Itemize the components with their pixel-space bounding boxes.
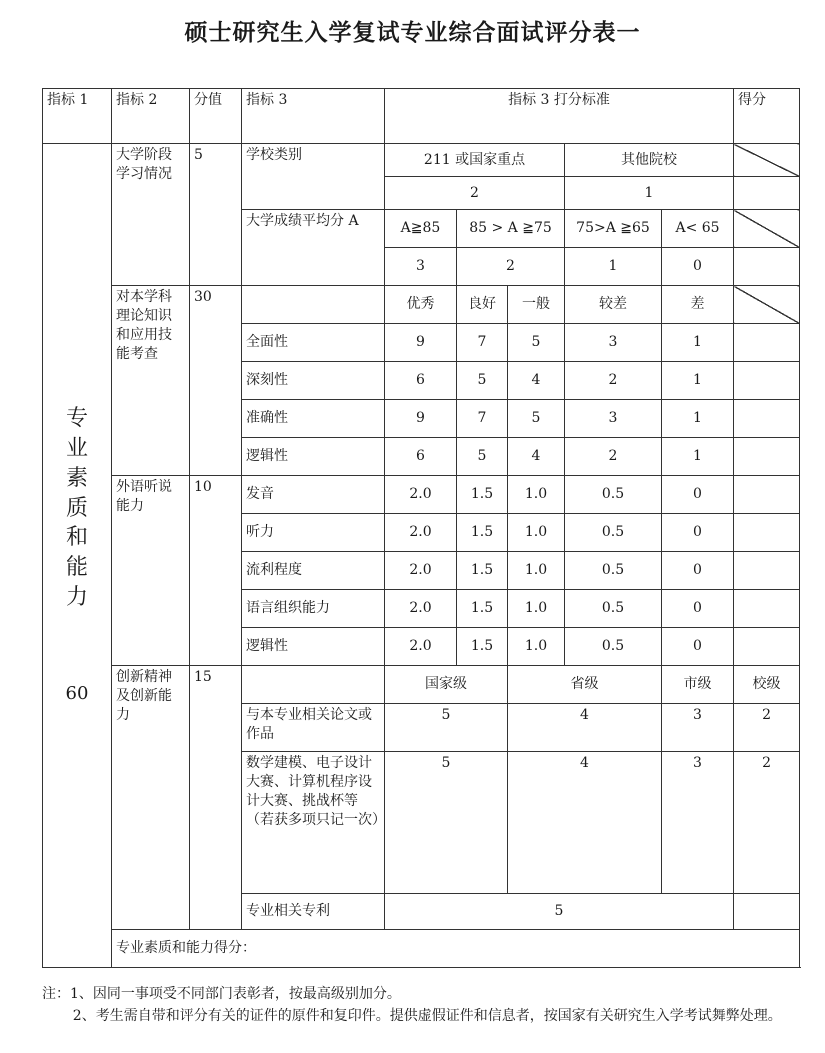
criterion-value: 7 xyxy=(457,400,508,438)
criterion-value: 6 xyxy=(385,438,457,476)
section-language-points: 10 xyxy=(190,476,242,666)
criterion-value: 9 xyxy=(385,324,457,362)
criterion-label: 全面性 xyxy=(242,324,385,362)
criterion-value: 1.0 xyxy=(508,590,565,628)
criterion-value: 1.0 xyxy=(508,514,565,552)
criterion-value: 1.0 xyxy=(508,552,565,590)
criterion-value: 5 xyxy=(385,752,508,894)
criterion-value: 5 xyxy=(385,704,508,752)
blank-cell xyxy=(242,666,385,704)
score-cell xyxy=(734,400,800,438)
criterion-value: 7 xyxy=(457,324,508,362)
criterion-label: 准确性 xyxy=(242,400,385,438)
criterion-value: 1 xyxy=(662,362,734,400)
category-total-points: 60 xyxy=(65,683,89,705)
criterion-value: 2 xyxy=(565,438,662,476)
criterion-value: 1.5 xyxy=(457,628,508,666)
gpa-points: 2 xyxy=(457,248,565,286)
criterion-value: 2.0 xyxy=(385,552,457,590)
score-cell xyxy=(734,476,800,514)
criterion-value: 0.5 xyxy=(565,476,662,514)
score-cell xyxy=(734,514,800,552)
gpa-points: 1 xyxy=(565,248,662,286)
criterion-value: 2.0 xyxy=(385,514,457,552)
criterion-label: 听力 xyxy=(242,514,385,552)
school-type-label: 学校类别 xyxy=(242,144,385,210)
section-theory-name: 对本学科理论知识和应用技能考查 xyxy=(112,286,190,476)
blank-cell xyxy=(242,286,385,324)
category-professional-quality: 专 业 素 质 和 能 力 60 xyxy=(43,144,112,968)
criterion-label: 发音 xyxy=(242,476,385,514)
criterion-value: 3 xyxy=(662,704,734,752)
criterion-value: 1 xyxy=(662,438,734,476)
section-study-points: 5 xyxy=(190,144,242,286)
criterion-label: 语言组织能力 xyxy=(242,590,385,628)
level-label: 国家级 xyxy=(385,666,508,704)
notes xyxy=(42,984,802,1027)
section-theory-points: 30 xyxy=(190,286,242,476)
criterion-value: 1.0 xyxy=(508,476,565,514)
criterion-value: 5 xyxy=(457,438,508,476)
page-title: 硕士研究生入学复试专业综合面试评分表一 xyxy=(184,19,641,46)
level-label: 较差 xyxy=(565,286,662,324)
school-key-points: 2 xyxy=(385,177,565,210)
header-indicator-1: 指标 1 xyxy=(43,89,112,144)
gpa-points: 3 xyxy=(385,248,457,286)
criterion-value: 1.5 xyxy=(457,590,508,628)
header-indicator-3: 指标 3 xyxy=(242,89,385,144)
score-cell xyxy=(734,894,800,930)
header-score: 得分 xyxy=(734,89,800,144)
patent-label: 专业相关专利 xyxy=(242,894,385,930)
criterion-value: 0.5 xyxy=(565,628,662,666)
header-points: 分值 xyxy=(190,89,242,144)
criterion-value: 0 xyxy=(662,552,734,590)
score-cell xyxy=(734,552,800,590)
score-cell xyxy=(734,248,800,286)
criterion-value: 0 xyxy=(662,628,734,666)
criterion-value: 3 xyxy=(565,324,662,362)
criterion-value: 2 xyxy=(565,362,662,400)
criterion-value: 5 xyxy=(457,362,508,400)
criterion-value: 9 xyxy=(385,400,457,438)
section-study-name: 大学阶段学习情况 xyxy=(112,144,190,286)
criterion-value: 1.0 xyxy=(508,628,565,666)
header-scoring-standard: 指标 3 打分标准 xyxy=(385,89,734,144)
level-label: 校级 xyxy=(734,666,800,704)
header-indicator-2: 指标 2 xyxy=(112,89,190,144)
criterion-value: 0 xyxy=(662,476,734,514)
criterion-value: 1.5 xyxy=(457,552,508,590)
criterion-value: 3 xyxy=(565,400,662,438)
section-innovation-name: 创新精神及创新能力 xyxy=(112,666,190,930)
gpa-range: A≧85 xyxy=(385,210,457,248)
level-label: 良好 xyxy=(457,286,508,324)
criterion-value: 2.0 xyxy=(385,476,457,514)
criterion-value: 2.0 xyxy=(385,590,457,628)
criterion-value: 0 xyxy=(662,514,734,552)
criterion-value: 1.5 xyxy=(457,476,508,514)
criterion-label: 深刻性 xyxy=(242,362,385,400)
criterion-label: 与本专业相关论文或作品 xyxy=(242,704,385,752)
school-key: 211 或国家重点 xyxy=(385,144,565,177)
criterion-value: 0.5 xyxy=(565,552,662,590)
criterion-value: 4 xyxy=(508,438,565,476)
criterion-value: 1 xyxy=(662,324,734,362)
score-cell xyxy=(734,324,800,362)
section-language-name: 外语听说能力 xyxy=(112,476,190,666)
criterion-value: 1.5 xyxy=(457,514,508,552)
criterion-value: 1 xyxy=(662,400,734,438)
score-cell-blank xyxy=(734,210,800,248)
criterion-value: 0.5 xyxy=(565,514,662,552)
level-label: 一般 xyxy=(508,286,565,324)
total-score-row: 专业素质和能力得分： xyxy=(112,930,800,968)
criterion-label: 逻辑性 xyxy=(242,628,385,666)
criterion-value: 6 xyxy=(385,362,457,400)
criterion-value: 5 xyxy=(508,324,565,362)
gpa-range: 75>A ≧65 xyxy=(565,210,662,248)
scoring-table xyxy=(42,88,800,968)
score-cell xyxy=(734,628,800,666)
note-2: 2、考生需自带和评分有关的证件的原件和复印件。提供虚假证件和信息者，按国家有关研究生入学考试舞弊处理。 xyxy=(72,1007,782,1024)
score-cell xyxy=(734,362,800,400)
score-cell xyxy=(734,590,800,628)
gpa-label: 大学成绩平均分 A xyxy=(242,210,385,286)
criterion-value: 4 xyxy=(508,752,662,894)
section-innovation-points: 15 xyxy=(190,666,242,930)
criterion-value: 0.5 xyxy=(565,590,662,628)
criterion-value: 2.0 xyxy=(385,628,457,666)
criterion-value: 3 xyxy=(662,752,734,894)
level-label: 优秀 xyxy=(385,286,457,324)
score-cell xyxy=(734,177,800,210)
criterion-value: 0 xyxy=(662,590,734,628)
score-cell-blank xyxy=(734,144,800,177)
criterion-label: 流利程度 xyxy=(242,552,385,590)
criterion-value: 2 xyxy=(734,704,800,752)
gpa-range: 85 > A ≧75 xyxy=(457,210,565,248)
criterion-label: 逻辑性 xyxy=(242,438,385,476)
criterion-label: 数学建模、电子设计大赛、计算机程序设计大赛、挑战杯等（若获多项只记一次） xyxy=(242,752,385,894)
score-cell-blank xyxy=(734,286,800,324)
gpa-range: A< 65 xyxy=(662,210,734,248)
level-label: 市级 xyxy=(662,666,734,704)
note-1: 注：1、因同一事项受不同部门表彰者，按最高级别加分。 xyxy=(42,986,401,1002)
school-other: 其他院校 xyxy=(565,144,734,177)
criterion-value: 2 xyxy=(734,752,800,894)
criterion-value: 4 xyxy=(508,704,662,752)
criterion-value: 4 xyxy=(508,362,565,400)
level-label: 差 xyxy=(662,286,734,324)
level-label: 省级 xyxy=(508,666,662,704)
criterion-value: 5 xyxy=(508,400,565,438)
gpa-points: 0 xyxy=(662,248,734,286)
score-cell xyxy=(734,438,800,476)
school-other-points: 1 xyxy=(565,177,734,210)
patent-value: 5 xyxy=(385,894,734,930)
